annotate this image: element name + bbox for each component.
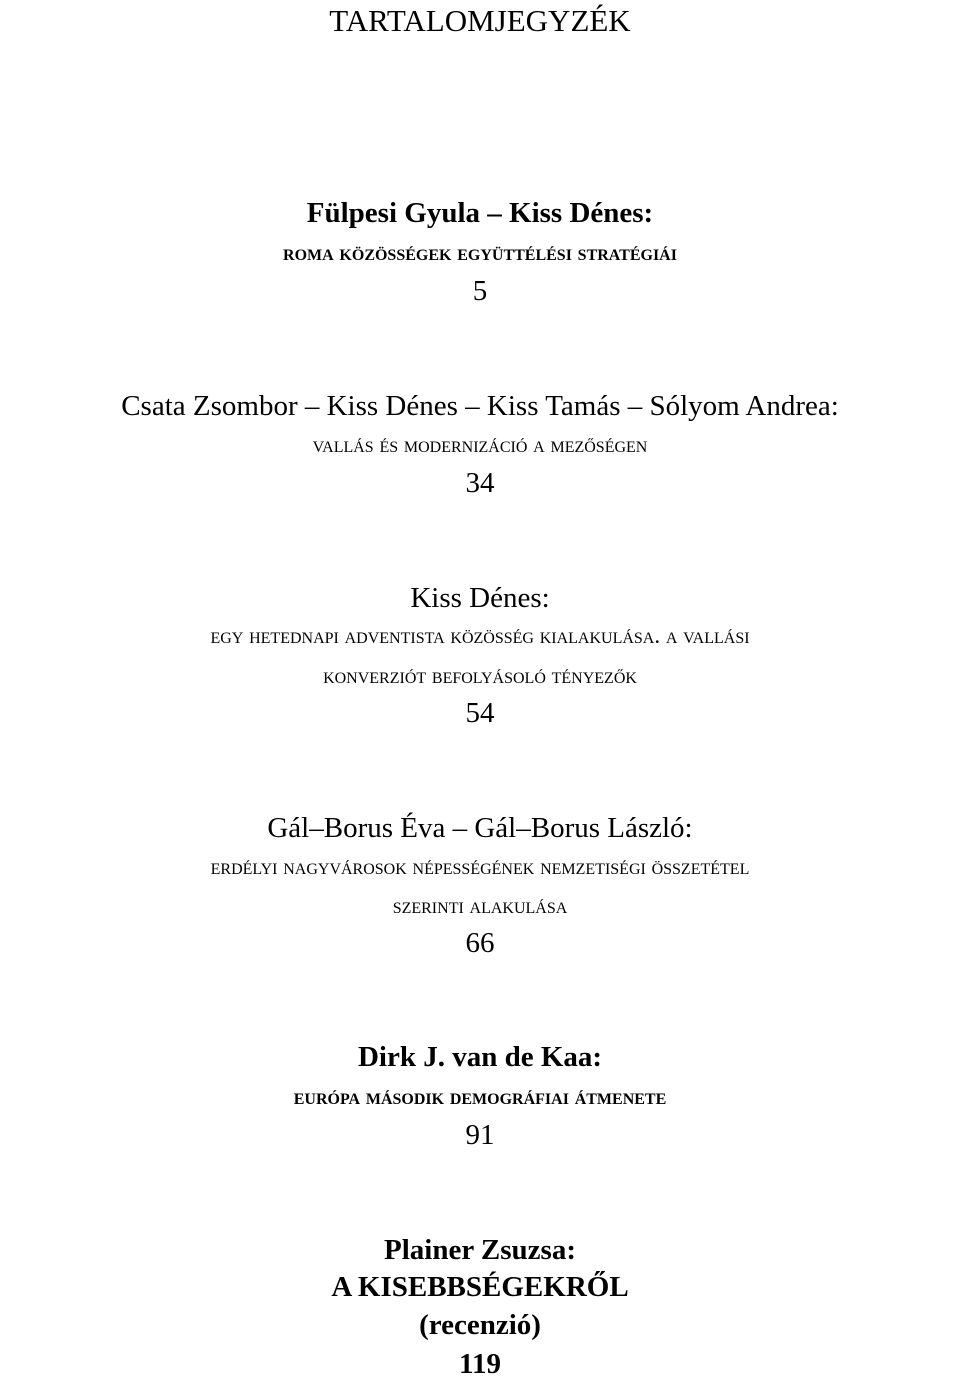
entry-3-page: 54 — [465, 697, 495, 729]
entry-4-author: Gál–Borus Éva – Gál–Borus László: — [267, 812, 693, 844]
entry-2-page: 34 — [465, 467, 495, 499]
entry-6-title: A KISEBBSÉGEKRŐL — [331, 1271, 629, 1303]
entry-5-title: európa második demográfiai átmenete — [293, 1084, 667, 1109]
entry-6-page: 119 — [459, 1348, 501, 1380]
entry-4-title-line-2: szerinti alakulása — [392, 893, 568, 918]
entry-3-author: Kiss Dénes: — [410, 582, 550, 614]
entry-5-page: 91 — [465, 1119, 495, 1151]
entry-3-title-line-1: egy hetednapi adventista közösség kialakulása. a vallási — [210, 623, 750, 648]
entry-2-author: Csata Zsombor – Kiss Dénes – Kiss Tamás – Sólyom Andrea: — [121, 390, 839, 422]
entry-5-author: Dirk J. van de Kaa: — [357, 1041, 603, 1073]
entry-4-title-line-1: erdélyi nagyvárosok népességének nemzetiségi összetétel — [210, 854, 750, 879]
entry-6-note: (recenzió) — [419, 1309, 541, 1341]
entry-1-author: Fülpesi Gyula – Kiss Dénes: — [306, 197, 654, 229]
toc-title: TARTALOMJEGYZÉK — [329, 3, 631, 38]
entry-3-title-line-2: konverziót befolyásoló tényezők — [323, 663, 637, 688]
entry-1-title: roma közösségek együttélési stratégiái — [283, 240, 677, 265]
entry-2-title: vallás és modernizáció a mezőségen — [312, 432, 648, 457]
entry-4-page: 66 — [465, 927, 495, 959]
entry-6-author: Plainer Zsuzsa: — [384, 1234, 576, 1266]
entry-1-page: 5 — [472, 275, 488, 307]
